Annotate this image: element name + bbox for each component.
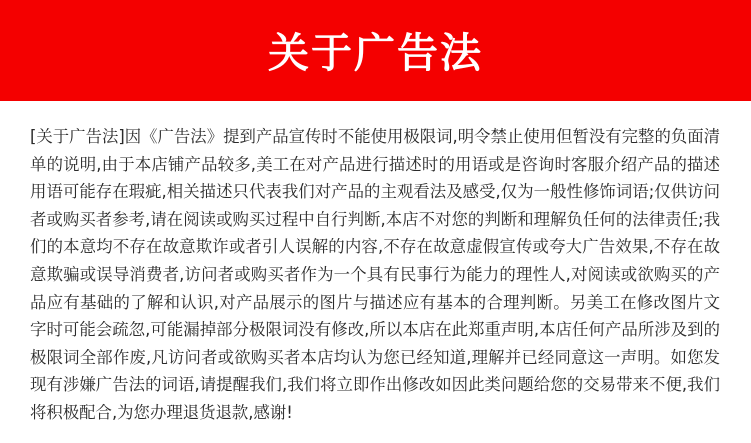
disclaimer-paragraph: [关于广告法]因《广告法》提到产品宣传时不能使用极限词,明令禁止使用但暂没有完整的负面清单的说明,由于本店铺产品较多,美工在对产品进行描述时的用语或是咨询时客服介绍产品的描述用语可能存在瑕疵,相关描述只代表我们对产品的主观看法及感受,仅为一般性修饰词语;仅供访问者或购买者参考,请在阅读或购买过程中自行判断,本店不对您的判断和理解负任何的法律责任;我们的本意均不存在故意欺诈或者引人误解的内容,不存在故意虚假宣传或夸大广告效果,不存在故意欺骗或误导消费者,访问者或购买者作为一个具有民事行为能力的理性人,对阅读或欲购买的产品应有基础的了解和认识,对产品展示的图片与描述应有基本的合理判断。另美工在修改图片文字时可能会疏忽,可能漏掉部分极限词没有修改,所以本店在此郑重声明,本店任何产品所涉及到的极限词全部作废,凡访问者或欲购买者本店均认为您已经知道,理解并已经同意这一声明。如您发现有涉嫌广告法的词语,请提醒我们,我们将立即作出修改如因此类问题给您的交易带来不便,我们将积极配合,为您办理退货退款,感谢! <box>30 127 721 422</box>
header-banner <box>0 0 751 101</box>
page-title: 关于广告法 <box>268 29 483 77</box>
